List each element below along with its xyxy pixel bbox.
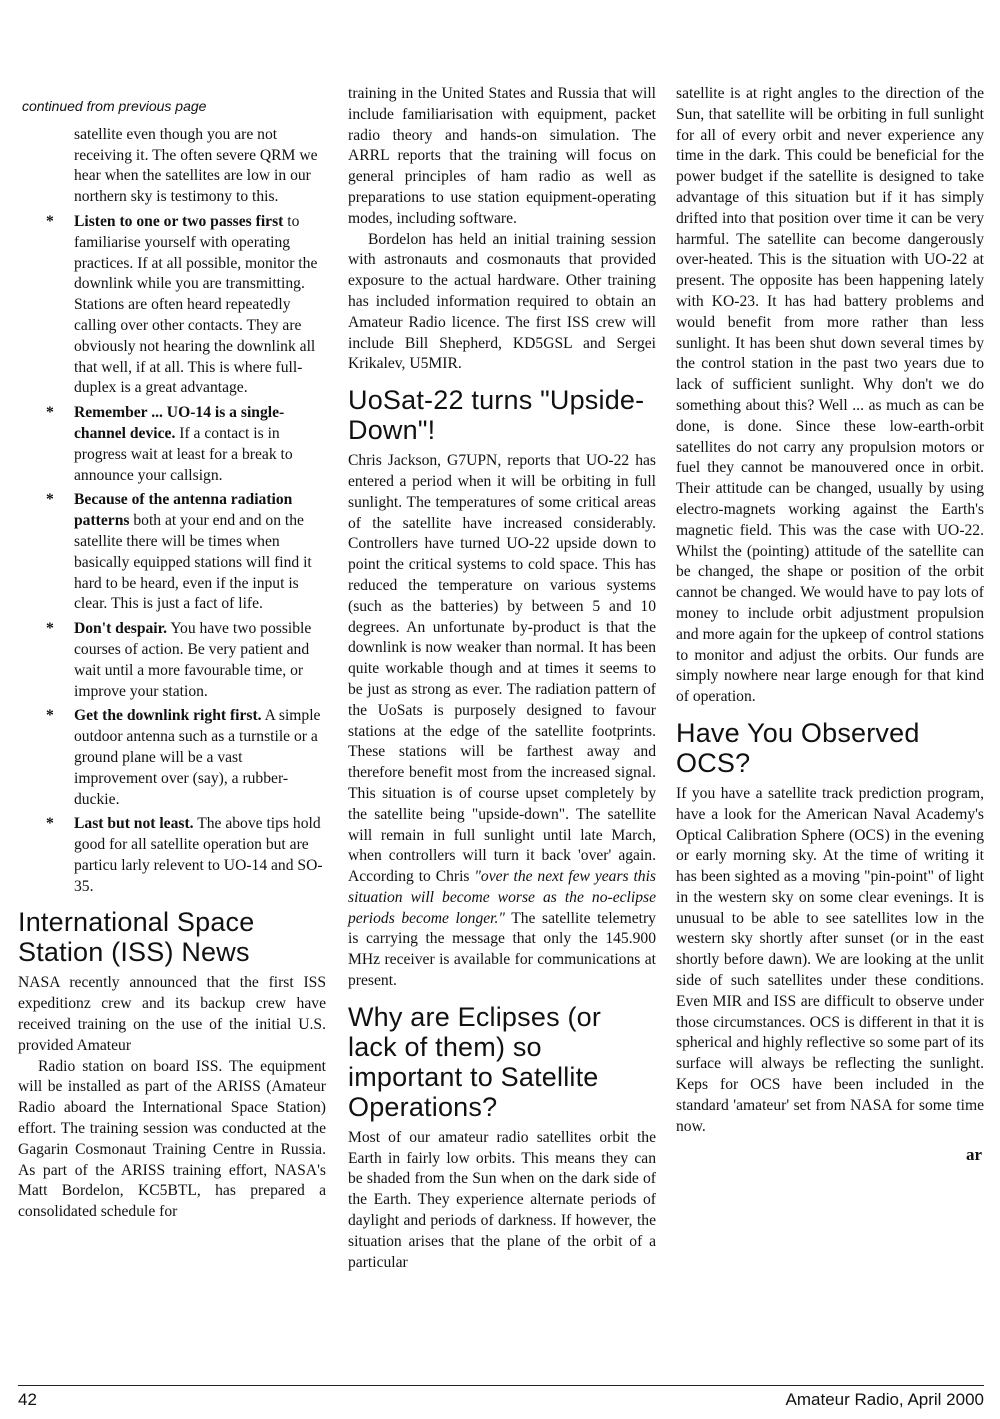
ocs-paragraph: If you have a satellite track prediction program, have a look for the American Naval Academy's Optical Calibration Sphere (OCS) in the evening or early morning sky. At the time of writing it has been sighted as a moving "pin-point" of light in the western sky on some clear evenings. It is unusual to be able to see satellites low in the western sky shortly after sunset (or in the east shortly before dawn). We are looking at the unlit side of such satellites under these conditions. Even MIR and ISS are difficult to observe under those circumstances. OCS is different in that it is spherical and highly reflective so some part of its surface will always be reflecting the sunlight. Keps for OCS have been included in the standard 'amateur' set from NASA for some time now. xyxy=(676,784,984,1135)
uosat-text-b: The satellite telemetry is carrying the message that only the 145.900 MHz receiver is available for communications at present. xyxy=(348,909,656,990)
page-footer xyxy=(18,1385,984,1409)
list-item xyxy=(18,814,326,897)
page-number: 42 xyxy=(18,1390,37,1409)
iss-heading: International Space Station (ISS) News xyxy=(18,907,255,968)
iss-paragraph-4: Bordelon has held an initial training session with astronauts and cosmonauts that provided exposure to the actual hardware. Other training has included information required to obtain an Amateur Radio licence. The first ISS crew will include Bill Shepherd, KD5GSL and Sergei Krikalev, U5MIR. xyxy=(348,230,656,373)
bullet-star-icon: * xyxy=(46,212,54,230)
eclipse-paragraph-1: Most of our amateur radio satellites orbit the Earth in fairly low orbits. This means they can be shaded from the Sun when on the dark side of the Earth. They experience alternate periods of daylight and periods of darkness. If however, the situation arises that the plane of the orbit of a particular xyxy=(348,1128,656,1271)
list-item xyxy=(18,619,326,702)
column-3 xyxy=(676,84,984,1166)
article-sign-off: ar xyxy=(965,1145,982,1165)
tip-title: Get the downlink right first. xyxy=(74,707,262,725)
uosat-quote: "over the next few years this situation will become worse as the no-eclipse periods become longer." xyxy=(348,868,656,927)
lead-paragraph: satellite even though you are not receiving it. The often severe QRM we hear when the satellites are low in our northern sky is testimony to this. xyxy=(74,125,318,206)
tip-text: to familiarise yourself with operating practices. If at all possible, monitor the downlink while you are transmitting. Stations are often heard repeatedly calling over other contacts. They are obviously not hearing the downlink all that well, if at all. This is where full-duplex is a great advantage. xyxy=(74,212,318,397)
list-item xyxy=(18,706,326,810)
iss-paragraph-3: training in the United States and Russia that will include familiarisation with equipment, packet radio theory and hands-on simulation. The ARRL reports that the training will focus on general principles of ham radio as well as preparations to use station equipment-operating modes, including software. xyxy=(348,85,656,227)
magazine-issue: Amateur Radio, April 2000 xyxy=(785,1390,984,1409)
column-2 xyxy=(348,84,656,1273)
bullet-star-icon: * xyxy=(46,620,54,638)
list-item xyxy=(18,212,326,399)
tip-text: both at your end and on the satellite there will be times when basically equipped stations will find it hard to be heard, even if the input is clear. This is just a fact of life. xyxy=(74,512,312,613)
tip-text: A simple outdoor antenna such as a turnstile or a ground plane will be a vast improvement over (say), a rubber-duckie. xyxy=(74,707,321,808)
uosat-text-a: Chris Jackson, G7UPN, reports that UO-22 has entered a period when it will be orbiting in full sunlight. The temperatures of some critical areas of the satellite have increased considerably. Controllers have turned UO-22 upside down to point the critical systems to cold space. This has reduced the temperature on various systems (such as the batteries) by between 5 and 10 degrees. An unfortunate by-product is that the downlink is now weaker than normal. It has been quite workable though and at times it seems to be just as strong as ever. The radiation pattern of the UoSats is purposely designed to favour stations at the edge of the satellite footprints. These stations will be farthest away and therefore benefit most from the increased signal. This situation is of course upset completely by the satellite being "upside-down". The satellite will remain in full sunlight until late March, when controllers will turn it back 'over' again. According to Chris xyxy=(348,452,656,886)
tip-title: Because of the antenna radiation patterns xyxy=(74,491,293,530)
list-item xyxy=(18,490,326,615)
tip-title: Don't despair. xyxy=(74,620,168,638)
column-1 xyxy=(18,84,326,1223)
bullet-star-icon: * xyxy=(46,815,54,833)
tip-text: You have two possible courses of action. Be very patient and wait until a more favourable time, or improve your station. xyxy=(74,620,312,700)
tip-title: Listen to one or two passes first xyxy=(74,212,284,230)
bullet-star-icon: * xyxy=(46,404,54,422)
bullet-star-icon: * xyxy=(46,707,54,725)
ocs-heading: Have You Observed OCS? xyxy=(676,717,920,778)
uosat-heading: UoSat-22 turns "Upside-Down"! xyxy=(348,385,645,446)
tip-text: The above tips hold good for all satellite operation but are particu larly relevent to UO-14 and SO-35. xyxy=(74,815,323,895)
tip-title: Remember ... UO-14 is a single-channel device. xyxy=(74,404,285,442)
tip-text: If a contact is in progress wait at least for a break to announce your callsign. xyxy=(74,424,293,484)
iss-paragraph-1: NASA recently announced that the first ISS expeditionz crew and its backup crew have received training on the use of the initial U.S. provided Amateur xyxy=(18,974,326,1054)
tip-title: Last but not least. xyxy=(74,815,194,833)
tips-list xyxy=(18,212,326,898)
eclipse-heading: Why are Eclipses (or lack of them) so important to Satellite Operations? xyxy=(348,1001,602,1122)
continued-note: continued from previous page xyxy=(22,98,207,114)
eclipse-paragraph-2: satellite is at right angles to the direction of the Sun, that satellite will be orbiting in full sunlight for all of every orbit and never experience any time in the dark. This could be beneficial for the power budget if the satellite is designed to take advantage of this situation but if it has simply drifted into that position over time it can be very harmful. The satellite can become dangerously over-heated. This is the situation with UO-22 at present. The opposite has been happening lately with KO-23. It has had battery problems and would benefit from more rather than less sunlight. It has been shut down several times by the control station in the past two years due to lack of sufficient sunlight. Why don't we do something about this? Well ... as much as can be done, is done. Since these low-earth-orbit satellites do not carry any propulsion motors or fuel they cannot be manouvered once in orbit. Their attitude can be changed, usually by using electro-magnets working against the Earth's magnetic field. This was the case with UO-22. Whilst the (pointing) attitude of the satellite can be changed, the shape or position of the orbit cannot be changed. We would have to pay lots of money to include orbit adjustment propulsion and more again for the upkeep of control stations to monitor and adjust the orbits. Our funds are simply nowhere near large enough for that kind of operation. xyxy=(676,85,984,706)
bullet-star-icon: * xyxy=(46,491,54,509)
list-item xyxy=(18,403,326,486)
uosat-paragraph xyxy=(348,451,656,992)
iss-paragraph-2: Radio station on board ISS. The equipment will be installed as part of the ARISS (Amateur Radio aboard the International Space Station) effort. The training session was conducted at the Gagarin Cosmonaut Training Centre in Russia. As part of the ARISS training effort, NASA's Matt Bordelon, KC5BTL, has prepared a consolidated schedule for xyxy=(18,1057,326,1221)
